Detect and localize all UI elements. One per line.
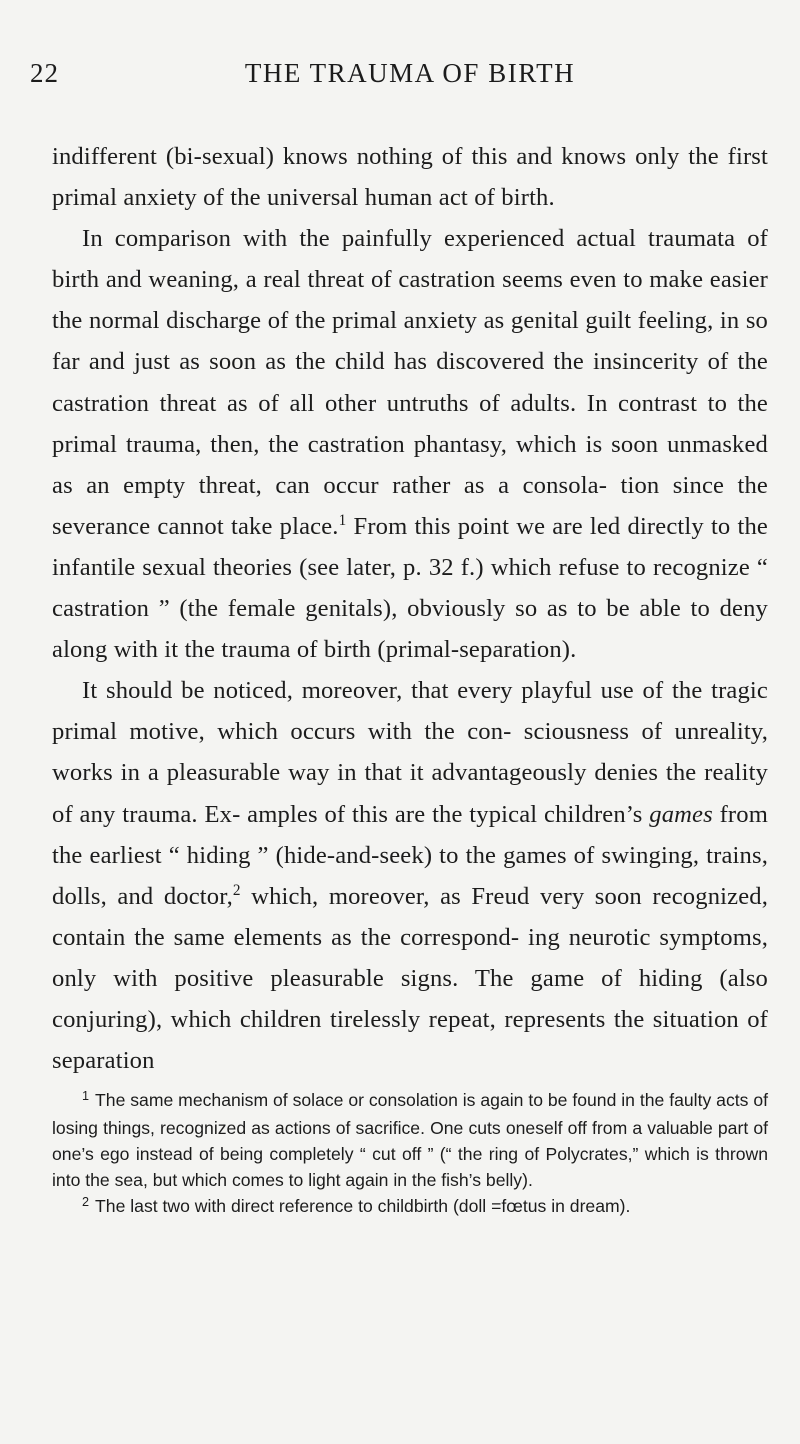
body-text — [52, 136, 768, 1081]
paragraph-2-text-a: In comparison with the painfully experienced actual traumata of birth and weaning, a real threat of castration seems even to make easier the normal discharge of the primal anxiety as genital guilt feeling, in so far and just as soon as the child has discovered the insincerity of the castration threat as of all other untruths of adults. In contrast to the primal trauma, then, the castration phantasy, which is soon unmasked as an empty threat, can occur rather as a consola- tion since the severance cannot take place. — [52, 225, 768, 540]
paragraph-3-text-b: from the earliest “ hiding ” (hide-and-seek) to the games of swinging, trains, dolls, and doctor, — [52, 800, 768, 910]
book-page — [30, 58, 769, 1221]
paragraph-1 — [52, 136, 768, 218]
page-number: 22 — [30, 58, 59, 88]
paragraph-3 — [52, 670, 768, 1081]
footnote-ref-1[interactable]: 1 — [338, 512, 347, 530]
page-header — [30, 58, 768, 102]
paragraph-2-text-b: From this point we are led directly to the infantile sexual theories (see later, p. 32 f.) which refuse to recognize “ castration ” (the female genitals), obviously so as to be able to deny along with it the trauma of birth (primal-separation). — [52, 512, 768, 664]
footnote-text-1: The same mechanism of solace or consolation is again to be found in the faulty acts of losing things, recognized as actions of sacrifice. One cuts oneself off from a valuable part of one’s ego instead of being completely “ cut off ” (“ the ring of Polycrates,” which is thrown into the sea, but which comes to light again in the fish’s belly). — [52, 1090, 768, 1191]
footnote-2 — [52, 1193, 768, 1221]
footnote-mark-2: 2 — [82, 1195, 90, 1210]
running-title: THE TRAUMA OF BIRTH — [244, 58, 576, 88]
paragraph-3-text-a: It should be noticed, moreover, that every playful use of the tragic primal motive, which occurs with the con- sciousness of unreality, works in a pleasurable way in that it advantageously denies the reality of any trauma. Ex- amples of this are the typical children’s — [52, 677, 768, 828]
footnote-mark-1: 1 — [82, 1089, 90, 1104]
footnote-1 — [52, 1087, 768, 1193]
footnote-ref-2[interactable]: 2 — [232, 882, 241, 900]
paragraph-2 — [52, 218, 768, 670]
paragraph-3-text-c: which, moreover, as Freud very soon recognized, contain the same elements as the correspond- ing neurotic symptoms, only with positive pleasurable signs. The game of hiding (also conjuring), which children tirelessly repeat, represents the situation of separation — [52, 882, 769, 1075]
paragraph-1-text: indifferent (bi-sexual) knows nothing of this and knows only the first primal anxiety of the universal human act of birth. — [52, 143, 768, 212]
footnotes — [52, 1087, 768, 1221]
footnote-text-2: The last two with direct reference to childbirth (doll =fœtus in dream). — [95, 1196, 631, 1217]
emphasis-games: games — [649, 800, 713, 828]
